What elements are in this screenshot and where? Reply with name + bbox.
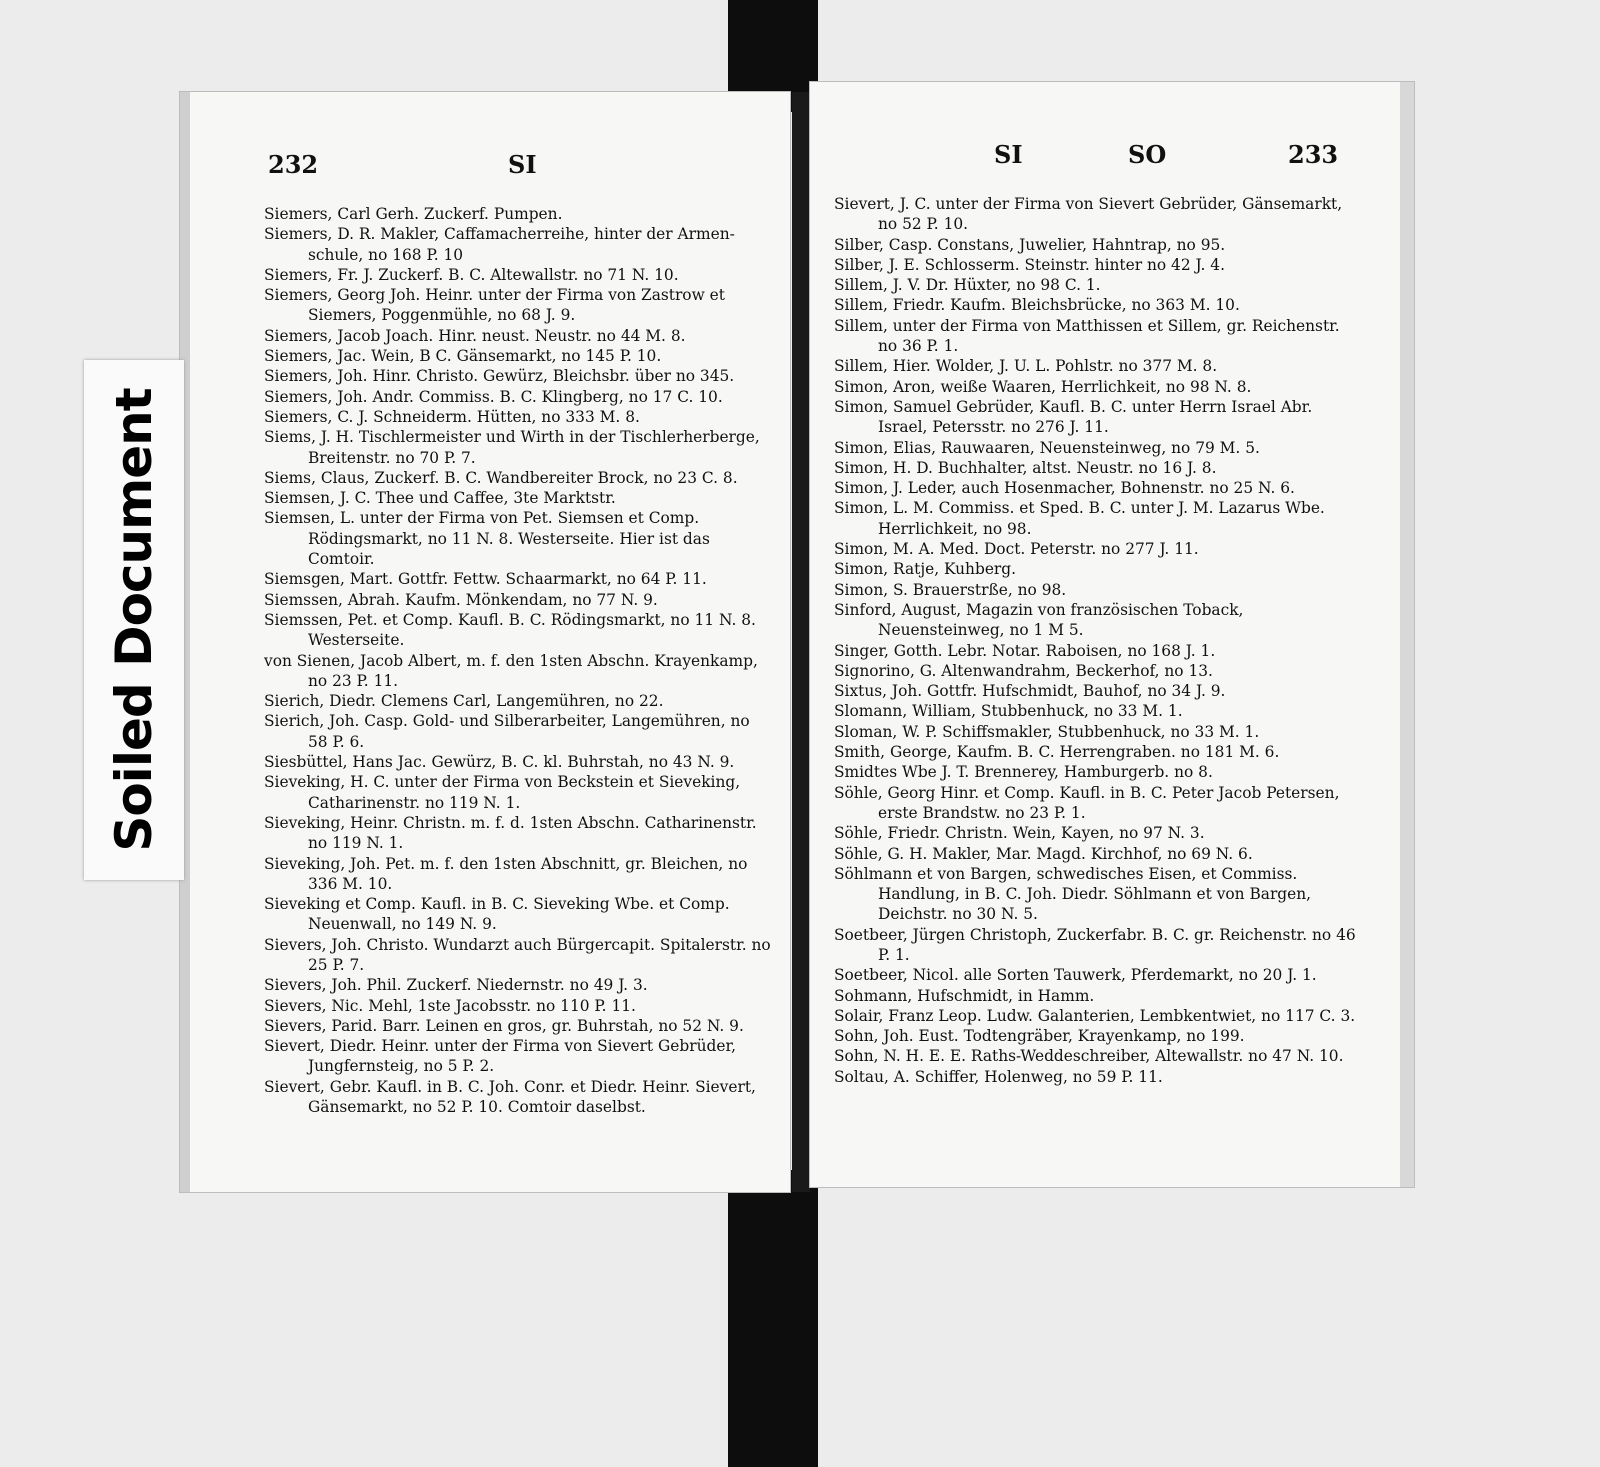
open-book bbox=[170, 82, 1430, 1197]
directory-entry: Söhle, G. H. Makler, Mar. Magd. Kirchhof, no 69 N. 6. bbox=[834, 844, 1253, 863]
directory-entry: Sierich, Joh. Casp. Gold- und Silberarbeiter, Langemühren, no 58 P. 6. bbox=[264, 712, 750, 751]
directory-entry: Siemers, Joh. Andr. Commiss. B. C. Klingberg, no 17 C. 10. bbox=[264, 387, 723, 406]
directory-entry: Siemers, Joh. Hinr. Christo. Gewürz, Bleichsbr. über no 345. bbox=[264, 367, 735, 386]
directory-entry: Sinford, August, Magazin von französischen Toback, Neuensteinweg, no 1 M 5. bbox=[834, 600, 1244, 640]
directory-entry: Sieveking et Comp. Kaufl. in B. C. Sieveking Wbe. et Comp. Neuenwall, no 149 N. 9. bbox=[264, 895, 730, 934]
directory-entry: Sillem, Friedr. Kaufm. Bleichsbrücke, no 363 M. 10. bbox=[834, 296, 1240, 315]
directory-entry: Sierich, Diedr. Clemens Carl, Langemühren, no 22. bbox=[264, 692, 664, 711]
directory-entry: Sieveking, H. C. unter der Firma von Beckstein et Sieveking, Catharinenstr. no 119 N. 1. bbox=[264, 773, 741, 812]
directory-entry: Sievert, Diedr. Heinr. unter der Firma von Sievert Gebrüder, Jungfernsteig, no 5 P. 2. bbox=[264, 1037, 737, 1076]
directory-entry: Sievers, Parid. Barr. Leinen en gros, gr. Buhrstah, no 52 N. 9. bbox=[264, 1016, 744, 1035]
directory-entry: Simon, J. Leder, auch Hosenmacher, Bohnenstr. no 25 N. 6. bbox=[834, 479, 1295, 498]
directory-entry: Sievert, Gebr. Kaufl. in B. C. Joh. Conr. et Diedr. Heinr. Sievert, Gänsemarkt, no 52 P. 10. Comtoir daselbst. bbox=[264, 1077, 756, 1117]
directory-entry: Söhle, Friedr. Christn. Wein, Kayen, no 97 N. 3. bbox=[834, 824, 1205, 843]
soiled-document-label-text: Soiled Document bbox=[105, 388, 163, 852]
binding-strap-bottom bbox=[728, 1170, 818, 1467]
directory-entry: Soetbeer, Jürgen Christoph, Zuckerfabr. B. C. gr. Reichenstr. no 46 P. 1. bbox=[834, 925, 1356, 964]
directory-entry: Silber, Casp. Constans, Juwelier, Hahntrap, no 95. bbox=[834, 235, 1226, 254]
directory-entry: Sohn, N. H. E. E. Raths-Weddeschreiber, Altewallstr. no 47 N. 10. bbox=[834, 1047, 1344, 1066]
directory-entry: Sievert, J. C. unter der Firma von Sievert Gebrüder, Gänsemarkt, no 52 P. 10. bbox=[834, 195, 1343, 234]
directory-entry: Sieveking, Heinr. Christn. m. f. d. 1sten Abschn. Catharinenstr. no 119 N. 1. bbox=[264, 813, 757, 853]
directory-entry: Siems, Claus, Zuckerf. B. C. Wandbereiter Brock, no 23 C. 8. bbox=[264, 468, 738, 487]
directory-entry: Siemers, Georg Joh. Heinr. unter der Firma von Zastrow et Siemers, Poggenmühle, no 68 J. 9. bbox=[264, 286, 725, 325]
left-page-header bbox=[190, 150, 790, 190]
directory-entry: Siemers, Jac. Wein, B C. Gänsemarkt, no 145 P. 10. bbox=[264, 347, 662, 366]
directory-entry: Sohn, Joh. Eust. Todtengräber, Krayenkamp, no 199. bbox=[834, 1027, 1245, 1046]
directory-entry: Signorino, G. Altenwandrahm, Beckerhof, no 13. bbox=[834, 661, 1213, 680]
directory-entry: Simon, Elias, Rauwaaren, Neuensteinweg, no 79 M. 5. bbox=[834, 438, 1260, 457]
directory-entry: Simon, H. D. Buchhalter, altst. Neustr. no 16 J. 8. bbox=[834, 458, 1217, 477]
directory-entry: Sillem, J. V. Dr. Hüxter, no 98 C. 1. bbox=[834, 276, 1101, 295]
directory-entry: Simon, Samuel Gebrüder, Kaufl. B. C. unter Herrn Israel Abr. Israel, Petersstr. no 276 J. 11. bbox=[834, 397, 1313, 437]
directory-entry: Söhlmann et von Bargen, schwedisches Eisen, et Commiss. Handlung, in B. C. Joh. Diedr. Söhlmann et von Bargen, Deichstr. no 30 N. 5. bbox=[834, 864, 1312, 924]
directory-entry: Sixtus, Joh. Gottfr. Hufschmidt, Bauhof, no 34 J. 9. bbox=[834, 682, 1226, 701]
directory-entry: Slomann, William, Stubbenhuck, no 33 M. 1. bbox=[834, 702, 1183, 721]
directory-entry: Siemers, D. R. Makler, Caffamacherreihe, hinter der Armen-schule, no 168 P. 10 bbox=[264, 225, 735, 264]
right-page bbox=[810, 82, 1414, 1187]
soiled-document-label bbox=[84, 360, 184, 880]
directory-entry: Sievers, Joh. Christo. Wundarzt auch Bürgercapit. Spitalerstr. no 25 P. 7. bbox=[264, 935, 771, 974]
directory-entry: Siemsgen, Mart. Gottfr. Fettw. Schaarmarkt, no 64 P. 11. bbox=[264, 570, 707, 589]
directory-entry: Singer, Gotth. Lebr. Notar. Raboisen, no 168 J. 1. bbox=[834, 641, 1216, 660]
left-page-number: 232 bbox=[268, 150, 319, 179]
directory-entry: Simon, Aron, weiße Waaren, Herrlichkeit, no 98 N. 8. bbox=[834, 377, 1252, 396]
directory-entry: Simon, M. A. Med. Doct. Peterstr. no 277 J. 11. bbox=[834, 540, 1199, 559]
directory-entry: Sillem, unter der Firma von Matthissen et Sillem, gr. Reichenstr. no 36 P. 1. bbox=[834, 316, 1340, 356]
directory-entry: Siemssen, Abrah. Kaufm. Mönkendam, no 77 N. 9. bbox=[264, 590, 658, 609]
directory-entry: Soetbeer, Nicol. alle Sorten Tauwerk, Pferdemarkt, no 20 J. 1. bbox=[834, 966, 1317, 985]
right-page-heading-right: SO bbox=[1128, 140, 1167, 169]
directory-entry: Siemsen, J. C. Thee und Caffee, 3te Marktstr. bbox=[264, 489, 616, 508]
directory-entry: Sohmann, Hufschmidt, in Hamm. bbox=[834, 986, 1095, 1005]
directory-entry: Silber, J. E. Schlosserm. Steinstr. hinter no 42 J. 4. bbox=[834, 255, 1225, 274]
directory-entry: Sillem, Hier. Wolder, J. U. L. Pohlstr. no 377 M. 8. bbox=[834, 357, 1218, 376]
directory-entry: Siemers, Jacob Joach. Hinr. neust. Neustr. no 44 M. 8. bbox=[264, 326, 686, 345]
right-page-number: 233 bbox=[1288, 140, 1339, 169]
right-entry-list bbox=[834, 194, 1360, 1087]
directory-entry: Siemers, Carl Gerh. Zuckerf. Pumpen. bbox=[264, 205, 563, 223]
book-spine bbox=[792, 92, 810, 1192]
directory-entry: Siems, J. H. Tischlermeister und Wirth in der Tischlerherberge, Breitenstr. no 70 P. 7. bbox=[264, 428, 760, 467]
directory-entry: Sieveking, Joh. Pet. m. f. den 1sten Abschnitt, gr. Bleichen, no 336 M. 10. bbox=[264, 854, 748, 893]
directory-entry: Sievers, Nic. Mehl, 1ste Jacobsstr. no 110 P. 11. bbox=[264, 996, 636, 1015]
directory-entry: Smith, George, Kaufm. B. C. Herrengraben. no 181 M. 6. bbox=[834, 743, 1280, 762]
left-page-heading: SI bbox=[508, 150, 537, 179]
directory-entry: Soltau, A. Schiffer, Holenweg, no 59 P. 11. bbox=[834, 1067, 1163, 1086]
left-entry-list bbox=[264, 204, 774, 1117]
directory-entry: Siemssen, Pet. et Comp. Kaufl. B. C. Rödingsmarkt, no 11 N. 8. Westerseite. bbox=[264, 610, 756, 650]
directory-entry: Simon, S. Brauerstrße, no 98. bbox=[834, 580, 1067, 599]
directory-entry: Sievers, Joh. Phil. Zuckerf. Niedernstr. no 49 J. 3. bbox=[264, 976, 648, 995]
directory-entry: Siemsen, L. unter der Firma von Pet. Siemsen et Comp. Rödingsmarkt, no 11 N. 8. Westerseite. Hier ist das Comtoir. bbox=[264, 509, 710, 569]
directory-entry: Smidtes Wbe J. T. Brennerey, Hamburgerb. no 8. bbox=[834, 763, 1213, 782]
directory-entry: Siesbüttel, Hans Jac. Gewürz, B. C. kl. Buhrstah, no 43 N. 9. bbox=[264, 753, 735, 772]
directory-entry: Söhle, Georg Hinr. et Comp. Kaufl. in B. C. Peter Jacob Petersen, erste Brandstw. no 23 P. 1. bbox=[834, 783, 1340, 822]
left-page bbox=[180, 92, 790, 1192]
directory-entry: von Sienen, Jacob Albert, m. f. den 1sten Abschn. Krayenkamp, no 23 P. 11. bbox=[264, 651, 758, 690]
directory-entry: Siemers, C. J. Schneiderm. Hütten, no 333 M. 8. bbox=[264, 407, 640, 426]
right-page-heading-left: SI bbox=[994, 140, 1023, 169]
directory-entry: Simon, L. M. Commiss. et Sped. B. C. unter J. M. Lazarus Wbe. Herrlichkeit, no 98. bbox=[834, 499, 1325, 538]
directory-entry: Solair, Franz Leop. Ludw. Galanterien, Lembkentwiet, no 117 C. 3. bbox=[834, 1006, 1356, 1025]
right-page-header bbox=[810, 140, 1400, 180]
directory-entry: Siemers, Fr. J. Zuckerf. B. C. Altewallstr. no 71 N. 10. bbox=[264, 265, 679, 284]
directory-entry: Simon, Ratje, Kuhberg. bbox=[834, 560, 1017, 579]
directory-entry: Sloman, W. P. Schiffsmakler, Stubbenhuck, no 33 M. 1. bbox=[834, 722, 1260, 741]
